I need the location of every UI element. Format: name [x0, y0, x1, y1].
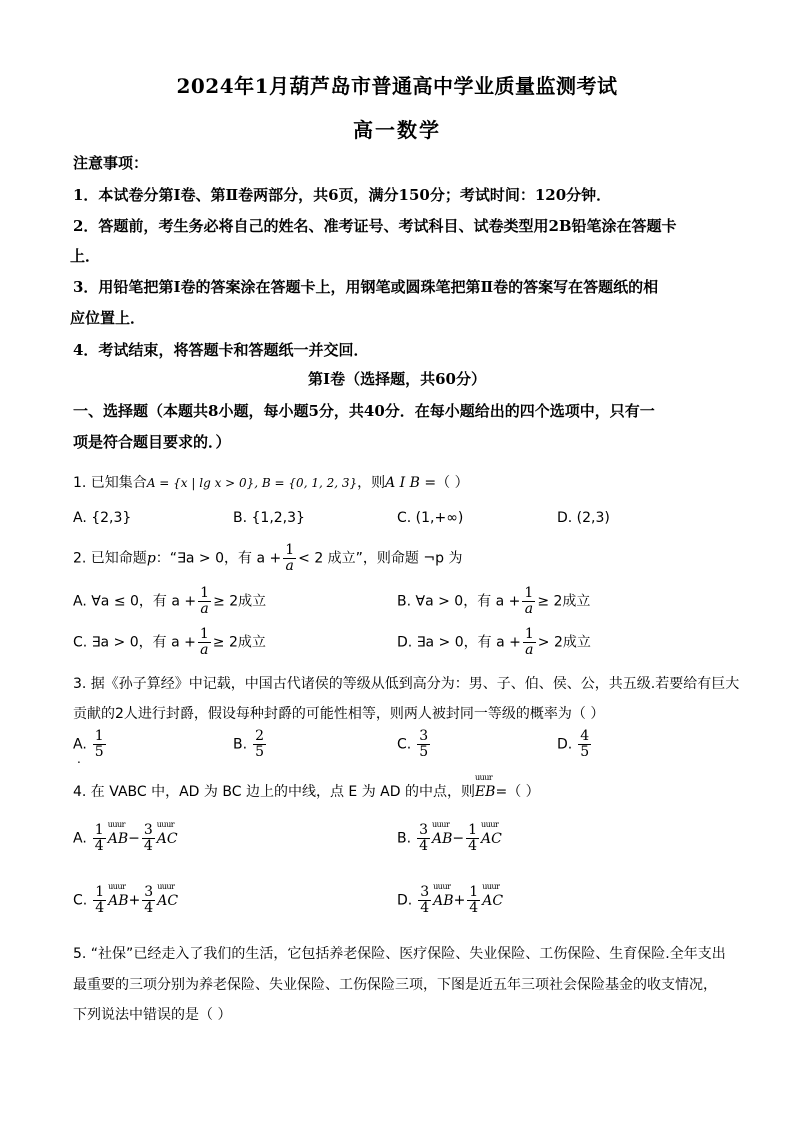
option-c-fraction-2	[142, 885, 155, 916]
operator: −	[452, 830, 465, 847]
question-4-option-b[interactable]	[397, 823, 502, 854]
fraction-denominator: 4	[94, 838, 104, 854]
option-a-fraction	[93, 729, 106, 760]
question-5-stem-end: 下列说法中错误的是（ ）	[73, 1007, 232, 1023]
vector-ac: uuur AC	[157, 831, 178, 847]
option-b-letter: B.	[233, 736, 248, 753]
question-3-stray-dot: .	[77, 752, 81, 766]
question-5-stem: 5. “社保”已经走入了我们的生活，它包括养老保险、医疗保险、失业保险、工伤保险、生育保险.全年支出	[73, 946, 726, 962]
option-a-letter: A.	[73, 830, 87, 847]
question-1-prefix: 1. 已知集合	[73, 475, 147, 491]
question-4-option-a[interactable]	[73, 823, 178, 854]
fraction-denominator: 4	[419, 838, 428, 854]
option-b-fraction-1	[417, 823, 430, 854]
question-4-stem	[73, 781, 540, 801]
option-d-letter: D.	[557, 736, 573, 753]
question-3-stem: 3. 据《孙子算经》中记载，中国古代诸侯的等级从低到高分为：男、子、伯、侯、公，共五级.若要给有巨大	[73, 676, 740, 692]
exam-subtitle: 高一数学	[353, 118, 441, 142]
question-2-suffix: < 2 成立”，则命题 ¬p 为	[298, 550, 463, 567]
exam-title: 2024年1月葫芦岛市普通高中学业质量监测考试	[176, 74, 618, 98]
fraction-numerator: 3	[419, 728, 429, 744]
question-4-option-d[interactable]	[397, 885, 503, 916]
option-c-letter: C.	[73, 892, 88, 909]
option-b-fraction-2	[466, 823, 479, 854]
question-1-option-d[interactable]: D. (2,3)	[557, 510, 610, 526]
fraction-numerator: 1	[524, 626, 534, 642]
question-2-proposition: p	[146, 550, 156, 567]
option-d-letter: D.	[397, 892, 413, 909]
fraction-numerator: 2	[255, 728, 264, 744]
vector-ab: uuur AB	[433, 893, 453, 909]
option-a-fraction-2	[142, 823, 155, 854]
note-1: 1．本试卷分第Ⅰ卷、第Ⅱ卷两部分，共6页，满分150分；考试时间：120分钟．	[73, 186, 612, 204]
question-2-option-d[interactable]	[397, 627, 591, 658]
part-one-heading: 第Ⅰ卷（选择题，共60分）	[308, 370, 486, 388]
fraction-denominator: 4	[420, 900, 430, 916]
notes-heading: 注意事项：	[73, 154, 149, 172]
note-2-continued: 上．	[70, 247, 101, 265]
question-1-stem	[73, 472, 469, 492]
question-1-option-a[interactable]: A. {2,3}	[73, 510, 132, 526]
question-4-suffix: =（ ）	[495, 784, 540, 800]
fraction-denominator: 5	[419, 744, 429, 760]
fraction-denominator: 5	[255, 744, 264, 760]
option-d-suffix: > 2成立	[537, 634, 591, 651]
fraction-denominator: a	[525, 642, 534, 658]
question-2-option-b[interactable]	[397, 586, 590, 617]
fraction-numerator: 1	[469, 884, 479, 900]
question-4-prefix: 4. 在 VABC 中，AD 为 BC 边上的中线，点 E 为 AD 的中点，则	[73, 784, 475, 800]
question-1-option-c[interactable]: C. (1,+∞)	[397, 510, 464, 526]
operator: +	[128, 892, 141, 909]
fraction-numerator: 4	[580, 728, 590, 744]
option-b-prefix: B. ∀a > 0，有 a +	[397, 593, 521, 610]
vector-ac: uuur AC	[482, 893, 503, 909]
question-2-option-c[interactable]	[73, 627, 266, 658]
fraction-numerator: 1	[94, 728, 104, 744]
option-a-fraction-1	[93, 823, 106, 854]
option-a-fraction	[198, 586, 211, 617]
fraction-denominator: 4	[143, 838, 153, 854]
vector-ac: uuur AC	[481, 831, 502, 847]
operator: −	[128, 830, 140, 847]
option-c-fraction	[417, 729, 430, 760]
question-2-mid: ：“∃a > 0，有 a +	[155, 550, 282, 567]
question-1-option-b[interactable]: B. {1,2,3}	[233, 510, 305, 526]
question-5-stem-continued: 最重要的三项分别为养老保险、失业保险、工伤保险三项，下图是近五年三项社会保险基金的收支情况，	[73, 977, 717, 993]
fraction-denominator: 5	[580, 744, 590, 760]
vector-eb: uuur EB	[475, 784, 496, 800]
option-b-letter: B.	[397, 830, 412, 847]
vector-ab: uuur AB	[108, 893, 128, 909]
fraction-numerator: 3	[143, 822, 153, 838]
option-c-letter: C.	[397, 736, 412, 753]
note-3-continued: 应位置上．	[70, 309, 146, 327]
fraction-denominator: a	[200, 642, 209, 658]
fraction-denominator: a	[285, 558, 294, 574]
question-2-prefix: 2. 已知命题	[73, 550, 147, 567]
fraction-numerator: 1	[524, 585, 534, 601]
option-a-suffix: ≥ 2成立	[213, 593, 267, 610]
option-d-fraction	[578, 729, 591, 760]
question-4-option-c[interactable]	[73, 885, 178, 916]
option-c-suffix: ≥ 2成立	[212, 634, 266, 651]
vector-ab: uuur AB	[108, 831, 128, 847]
fraction-denominator: 4	[469, 900, 479, 916]
fraction-denominator: a	[524, 601, 534, 617]
question-1-mid: ，则	[357, 475, 386, 491]
question-3-option-b[interactable]	[233, 729, 268, 760]
option-d-fraction	[523, 627, 536, 658]
fraction-numerator: 1	[468, 822, 478, 838]
fraction-denominator: a	[200, 601, 209, 617]
note-3: 3．用铅笔把第Ⅰ卷的答案涂在答题卡上，用钢笔或圆珠笔把第Ⅱ卷的答案写在答题纸的相	[73, 278, 659, 296]
fraction-denominator: 4	[144, 900, 154, 916]
question-2-fraction	[283, 543, 296, 574]
fraction-numerator: 1	[285, 542, 295, 558]
option-c-fraction	[198, 627, 211, 658]
question-3-option-c[interactable]	[397, 729, 432, 760]
question-1-expr: A I B =	[385, 475, 437, 491]
fraction-numerator: 1	[199, 626, 209, 642]
option-a-prefix: A. ∀a ≤ 0，有 a +	[73, 593, 197, 610]
option-d-fraction-2	[467, 885, 480, 916]
option-b-suffix: ≥ 2成立	[537, 593, 591, 610]
fraction-numerator: 3	[419, 822, 428, 838]
fraction-denominator: 5	[94, 744, 104, 760]
fraction-numerator: 1	[200, 585, 210, 601]
question-3-option-d[interactable]	[557, 729, 593, 760]
fraction-numerator: 3	[420, 884, 430, 900]
option-b-fraction	[253, 729, 266, 760]
option-c-fraction-1	[93, 885, 106, 916]
question-1-sets: A = {x | lg x > 0}, B = {0, 1, 2, 3}	[146, 476, 358, 490]
vector-ab: uuur AB	[432, 831, 452, 847]
fraction-numerator: 1	[95, 884, 105, 900]
question-1-paren: （ ）	[436, 475, 469, 491]
question-2-stem	[73, 543, 462, 574]
note-2: 2．答题前，考生务必将自己的姓名、准考证号、考试科目、试卷类型用2B铅笔涂在答题卡	[73, 217, 677, 235]
option-a-letter: A.	[73, 736, 87, 753]
question-2-option-a[interactable]	[73, 586, 266, 617]
option-c-prefix: C. ∃a > 0，有 a +	[73, 634, 196, 651]
note-4: 4．考试结束，将答题卡和答题纸一并交回．	[73, 341, 369, 359]
option-b-fraction	[522, 586, 535, 617]
fraction-denominator: 4	[95, 900, 105, 916]
fraction-numerator: 1	[94, 822, 104, 838]
operator: +	[453, 892, 466, 909]
question-3-stem-continued: 贡献的2人进行封爵，假设每种封爵的可能性相等，则两人被封同一等级的概率为（ ）	[73, 706, 605, 722]
section-intro-continued: 项是符合题目要求的．）	[73, 433, 231, 451]
vector-ac: uuur AC	[157, 893, 178, 909]
fraction-numerator: 3	[144, 884, 154, 900]
option-d-fraction-1	[418, 885, 431, 916]
option-d-prefix: D. ∃a > 0，有 a +	[397, 634, 521, 651]
fraction-denominator: 4	[468, 838, 478, 854]
section-intro: 一、选择题（本题共8小题，每小题5分，共40分．在每小题给出的四个选项中，只有一	[73, 402, 655, 420]
